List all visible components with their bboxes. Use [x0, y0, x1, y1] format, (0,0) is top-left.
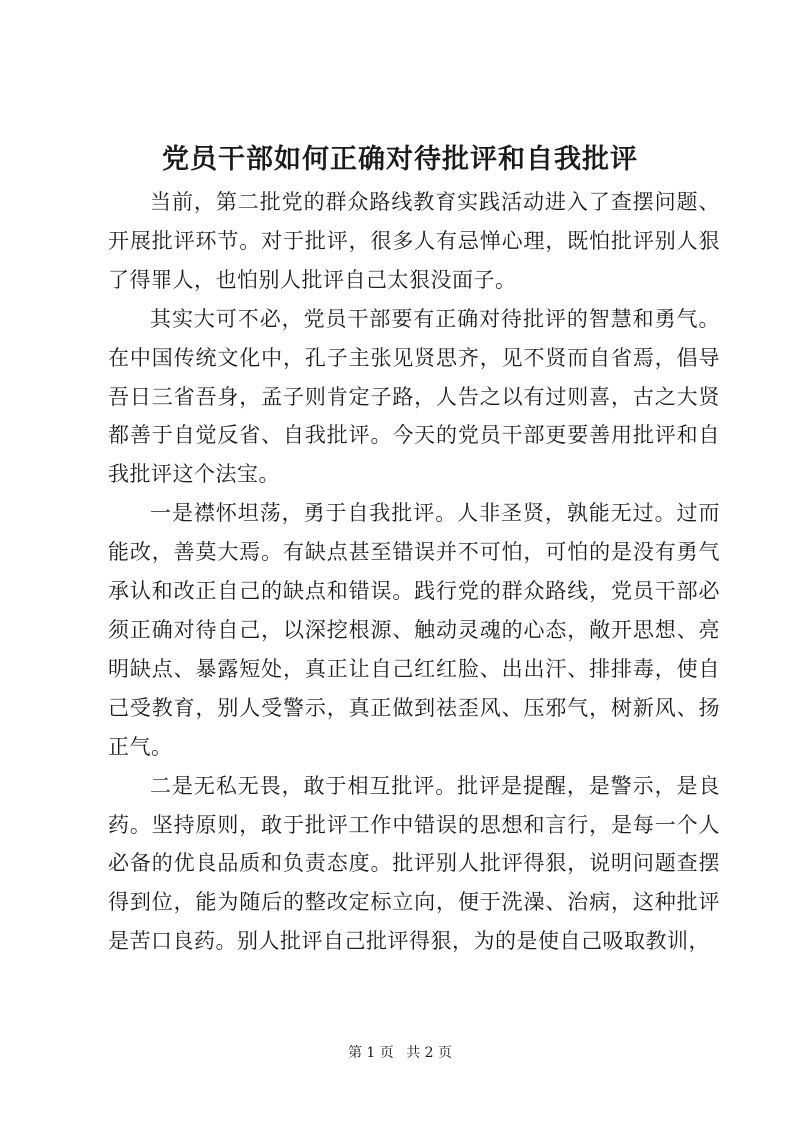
paragraph-1: 当前，第二批党的群众路线教育实践活动进入了查摆问题、开展批评环节。对于批评，很多人有忌惮心理，既怕批评别人狠了得罪人，也怕别人批评自己太狠没面子。	[108, 190, 720, 292]
page-footer	[0, 1043, 800, 1063]
document-body	[108, 183, 720, 961]
paragraph-4: 二是无私无畏，敢于相互批评。批评是提醒，是警示，是良药。坚持原则，敢于批评工作中错误的思想和言行，是每一个人必备的优良品质和负责态度。批评别人批评得狠，说明问题查摆得到位，能为随后的整改定标立向，便于洗澡、治病，这种批评是苦口良药。别人批评自己批评得狠，为的是使自己吸取教训，	[108, 773, 720, 954]
total-pages: 共 2 页	[406, 1045, 453, 1061]
document-title: 党员干部如何正确对待批评和自我批评	[162, 144, 638, 175]
paragraph-3: 一是襟怀坦荡，勇于自我批评。人非圣贤，孰能无过。过而能改，善莫大焉。有缺点甚至错误并不可怕，可怕的是没有勇气承认和改正自己的缺点和错误。践行党的群众路线，党员干部必须正确对待自己，以深挖根源、触动灵魂的心态，敞开思想、亮明缺点、暴露短处，真正让自己红红脸、出出汗、排排毒，使自己受教育，别人受警示，真正做到祛歪风、压邪气，树新风、扬正气。	[108, 501, 720, 759]
page-number: 第 1 页	[347, 1045, 394, 1061]
paragraph-2: 其实大可不必，党员干部要有正确对待批评的智慧和勇气。在中国传统文化中，孔子主张见贤思齐，见不贤而自省焉，倡导吾日三省吾身，孟子则肯定子路，人告之以有过则喜，古之大贤都善于自觉反省、自我批评。今天的党员干部更要善用批评和自我批评这个法宝。	[108, 306, 720, 487]
